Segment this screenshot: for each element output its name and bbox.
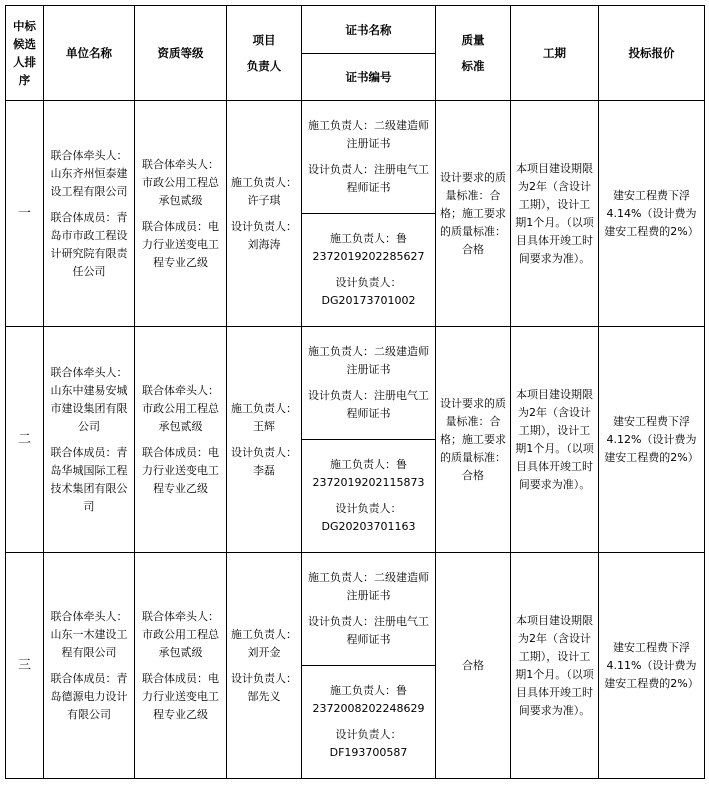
rank-cell: 三 bbox=[6, 553, 44, 779]
qualification-member: 联合体成员：电力行业送变电工程专业乙级 bbox=[142, 219, 219, 269]
qualification-lead: 联合体牵头人：市政公用工程总承包贰级 bbox=[142, 609, 219, 659]
rank-cell: 一 bbox=[6, 101, 44, 327]
candidate-row bbox=[6, 327, 705, 440]
cert-name-cell bbox=[302, 553, 436, 666]
qualification-cell bbox=[135, 327, 227, 553]
header-price: 投标报价 bbox=[599, 6, 705, 101]
candidate-row bbox=[6, 101, 705, 214]
cert-design: 设计负责人：注册电气工程师证书 bbox=[308, 615, 429, 646]
cert-construction: 施工负责人：二级建造师注册证书 bbox=[308, 345, 429, 376]
header-rank: 中标候选人排序 bbox=[6, 6, 44, 101]
certno-design: 设计负责人：DF193700587 bbox=[329, 728, 408, 759]
header-cert-number: 证书编号 bbox=[302, 54, 436, 101]
unit-lead: 联合体牵头人：山东一木建设工程有限公司 bbox=[50, 609, 128, 659]
leader-construction: 施工负责人：刘开金 bbox=[231, 627, 297, 659]
leader-cell bbox=[227, 101, 302, 327]
period-cell: 本项目建设期限为2年（含设计工期），设计工期1个月。（以项目具体开竣工时间要求为准）。 bbox=[511, 327, 599, 553]
header-quality-line1: 质量 bbox=[461, 33, 485, 47]
quality-cell: 合格 bbox=[436, 553, 511, 779]
unit-lead: 联合体牵头人：山东中建易安城市建设集团有限公司 bbox=[50, 365, 128, 433]
unit-lead: 联合体牵头人：山东齐州恒泰建设工程有限公司 bbox=[50, 148, 128, 198]
header-cert-name: 证书名称 bbox=[302, 6, 436, 54]
bid-candidates-table bbox=[5, 5, 705, 779]
unit-cell bbox=[44, 101, 135, 327]
leader-design: 设计负责人：李磊 bbox=[231, 445, 297, 477]
rank-cell: 二 bbox=[6, 327, 44, 553]
header-period: 工期 bbox=[511, 6, 599, 101]
leader-design: 设计负责人：郜先义 bbox=[231, 671, 297, 703]
unit-member: 联合体成员：青岛德源电力设计有限公司 bbox=[50, 671, 128, 721]
header-quality bbox=[436, 6, 511, 101]
cert-construction: 施工负责人：二级建造师注册证书 bbox=[308, 571, 429, 602]
leader-cell bbox=[227, 553, 302, 779]
price-cell: 建安工程费下浮4.11%（设计费为建安工程费的2%） bbox=[599, 553, 705, 779]
header-qualification: 资质等级 bbox=[135, 6, 227, 101]
period-cell: 本项目建设期限为2年（含设计工期），设计工期1个月。（以项目具体开竣工时间要求为准）。 bbox=[511, 101, 599, 327]
qualification-cell bbox=[135, 553, 227, 779]
quality-cell: 设计要求的质量标准：合格；施工要求的质量标准：合格 bbox=[436, 101, 511, 327]
cert-number-cell bbox=[302, 440, 436, 553]
certno-construction: 施工负责人：鲁2372019202285627 bbox=[312, 232, 425, 263]
unit-member: 联合体成员：青岛华城国际工程技术集团有限公司 bbox=[50, 445, 128, 513]
certno-design: 设计负责人：DG20203701163 bbox=[321, 502, 416, 533]
cert-name-cell bbox=[302, 101, 436, 214]
certno-design: 设计负责人：DG20173701002 bbox=[321, 276, 416, 307]
period-cell: 本项目建设期限为2年（含设计工期），设计工期1个月。（以项目具体开竣工时间要求为准）。 bbox=[511, 553, 599, 779]
qualification-lead: 联合体牵头人：市政公用工程总承包贰级 bbox=[142, 157, 219, 207]
header-leader-line2: 负责人 bbox=[246, 59, 282, 73]
leader-cell bbox=[227, 327, 302, 553]
header-quality-line2: 标准 bbox=[461, 59, 485, 73]
cert-name-cell bbox=[302, 327, 436, 440]
header-project-leader bbox=[227, 6, 302, 101]
quality-cell: 设计要求的质量标准：合格；施工要求的质量标准：合格 bbox=[436, 327, 511, 553]
unit-cell bbox=[44, 553, 135, 779]
header-row bbox=[6, 6, 705, 54]
qualification-cell bbox=[135, 101, 227, 327]
price-cell: 建安工程费下浮4.14%（设计费为建安工程费的2%） bbox=[599, 101, 705, 327]
cert-design: 设计负责人：注册电气工程师证书 bbox=[308, 163, 429, 194]
leader-construction: 施工负责人：王辉 bbox=[231, 401, 297, 433]
cert-construction: 施工负责人：二级建造师注册证书 bbox=[308, 119, 429, 150]
header-unit: 单位名称 bbox=[44, 6, 135, 101]
cert-design: 设计负责人：注册电气工程师证书 bbox=[308, 389, 429, 420]
header-leader-line1: 项目 bbox=[252, 33, 276, 47]
qualification-member: 联合体成员：电力行业送变电工程专业乙级 bbox=[142, 671, 219, 721]
certno-construction: 施工负责人：鲁2372019202115873 bbox=[312, 458, 425, 489]
price-cell: 建安工程费下浮4.12%（设计费为建安工程费的2%） bbox=[599, 327, 705, 553]
leader-design: 设计负责人：刘海涛 bbox=[231, 219, 297, 251]
unit-member: 联合体成员：青岛市市政工程设计研究院有限责任公司 bbox=[50, 210, 128, 278]
candidate-row bbox=[6, 553, 705, 666]
unit-cell bbox=[44, 327, 135, 553]
certno-construction: 施工负责人：鲁2372008202248629 bbox=[312, 684, 425, 715]
cert-number-cell bbox=[302, 666, 436, 779]
qualification-lead: 联合体牵头人：市政公用工程总承包贰级 bbox=[142, 383, 219, 433]
leader-construction: 施工负责人：许子琪 bbox=[231, 175, 297, 207]
qualification-member: 联合体成员：电力行业送变电工程专业乙级 bbox=[142, 445, 219, 495]
cert-number-cell bbox=[302, 214, 436, 327]
